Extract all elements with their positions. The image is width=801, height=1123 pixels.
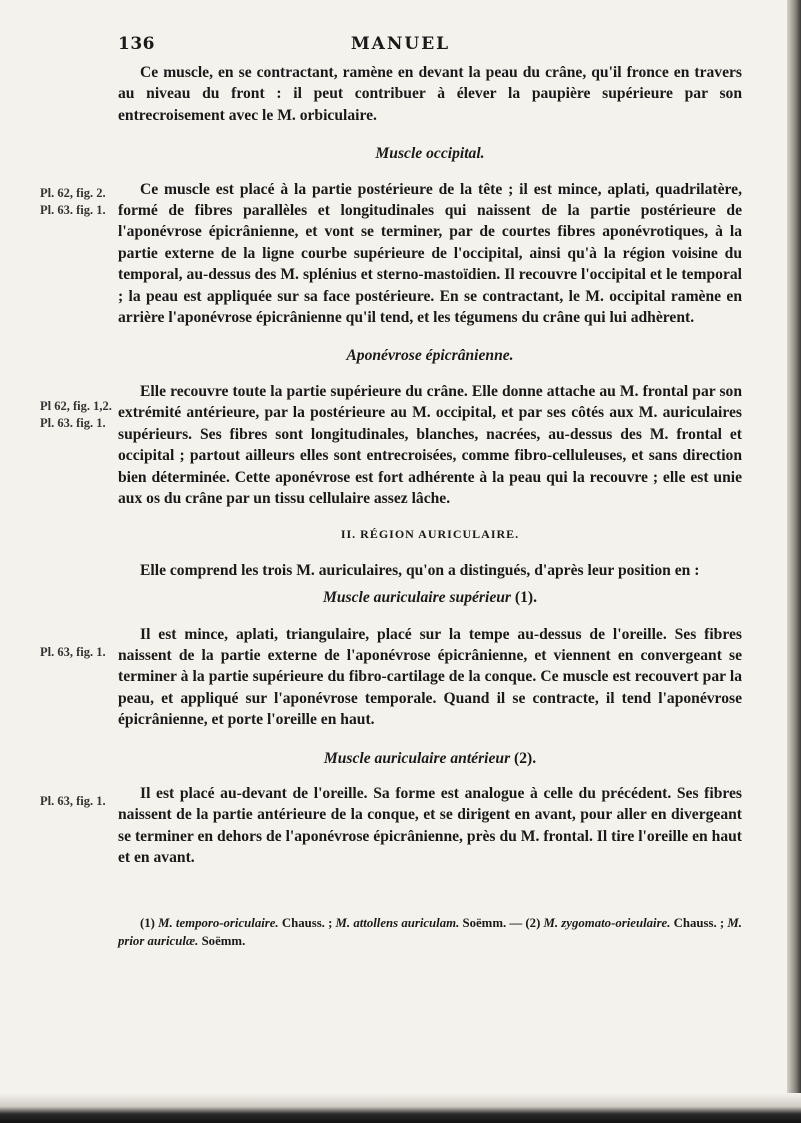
paragraph-intro: Ce muscle, en se contractant, ramène en devant la peau du crâne, qu'il fronce en travers au niveau du front : il peut contribuer à élever la paupière supérieure par son entrecroisement avec le M. orbiculaire. bbox=[118, 64, 742, 124]
footnote-1-latin: M. attollens auriculam. bbox=[335, 916, 460, 930]
paragraph-aponevrose: Elle recouvre toute la partie supérieure du crâne. Elle donne attache au M. frontal par son extrémité antérieure, par la postérieure au M. occipital, et par ses côtés aux M. auriculaires supérieurs. Ses fibres sont longitudinales, blanches, nacrées, au-dessus des M. frontal et occipital ; partout ailleurs elles sont entrecroisées, comme fibro-celluleuses, et sans direction bien déterminée. Cette aponévrose est fort adhérente à la peau qui la recouvre ; elle est unie aux os du crâne par un tissu cellulaire assez lâche. bbox=[118, 382, 742, 507]
footnote-1-mark: (1) bbox=[140, 916, 155, 930]
footnote-1-name: M. temporo-oriculaire. bbox=[158, 916, 279, 930]
footnote-2-latin: M. prior auriculæ. bbox=[118, 916, 742, 948]
footnote-2-text1: Chauss. ; bbox=[673, 916, 725, 930]
body-text bbox=[118, 62, 742, 869]
running-title: MANUEL bbox=[350, 34, 451, 54]
heading-auriculaire-superieur-text: Muscle auriculaire supérieur bbox=[322, 589, 512, 607]
margin-note-occipital-1: Pl. 62, fig. 2. bbox=[40, 186, 106, 200]
margin-note-sup: Pl. 63, fig. 1. bbox=[40, 645, 106, 659]
paragraph-auriculaire-anterieur: Il est placé au-devant de l'oreille. Sa forme est analogue à celle du précédent. Ses fibres naissent de la partie antérieure de la conque, et se dirigent en avant, pour aller en divergeant se terminer en dehors de l'aponévrose épicrânienne, près du M. frontal. Il tire l'oreille en haut et en avant. bbox=[118, 784, 742, 867]
page-right-edge-shadow bbox=[787, 0, 801, 1123]
paragraph-occipital: Ce muscle est placé à la partie postérieure de la tête ; il est mince, aplati, quadrilatère, formé de fibres parallèles et longitudinales qui naissent de la partie postérieure de l'aponévrose épicrânienne, et vont se terminer, par de courtes fibres aponévrotiques, à la partie externe de la ligne courbe supérieure de l'occipital, ainsi qu'à la région voisine du temporal, au-dessus des M. splénius et sterno-mastoïdien. Il recouvre l'occipital et le temporal ; la peau est appliquée sur sa face postérieure. En se contractant, le M. occipital ramène en arrière l'aponévrose épicrânienne qu'il tend, et les tégumens du crâne qui lui adhèrent. bbox=[118, 180, 742, 327]
footnotes bbox=[118, 914, 758, 950]
paragraph-region: Elle comprend les trois M. auriculaires, qu'on a distingués, d'après leur position en : bbox=[140, 561, 700, 579]
page-number: 136 bbox=[118, 34, 155, 54]
heading-auriculaire-superieur bbox=[118, 587, 742, 608]
heading-muscle-occipital: Muscle occipital. bbox=[375, 145, 485, 163]
paragraph-auriculaire-superieur: Il est mince, aplati, triangulaire, placé sur la tempe au-dessus de l'oreille. Ses fibres naissent de la partie externe de l'aponévrose épicrânienne, et viennent en convergeant se terminer à la partie supérieure du fibro-cartilage de la conque. Ce muscle est recouvert par la peau, et appliqué sur l'aponévrose temporale. Quand il se contracte, il tend l'aponévrose épicrânienne, et porte l'oreille en haut. bbox=[118, 625, 742, 729]
footnote-2-name: M. zygomato-orieulaire. bbox=[543, 916, 671, 930]
margin-note-aponevrose-1: Pl 62, fig. 1,2. bbox=[40, 399, 112, 413]
margin-note-occipital-2: Pl. 63. fig. 1. bbox=[40, 203, 106, 217]
footnote-1-text1: Chauss. ; bbox=[281, 916, 333, 930]
footnote-1-text2: Soëmm. — bbox=[462, 916, 523, 930]
footnote-ref-1: (1). bbox=[514, 589, 538, 607]
footnote-ref-2: (2). bbox=[514, 749, 537, 767]
page-header bbox=[0, 34, 801, 56]
page-bottom-edge-shadow bbox=[0, 1093, 801, 1123]
heading-region-auriculaire: II. RÉGION AURICULAIRE. bbox=[340, 527, 520, 542]
footnote-2-mark: (2) bbox=[525, 916, 541, 930]
footnote-2-text2: Soëmm. bbox=[201, 934, 246, 948]
margin-note-aponevrose-2: Pl. 63. fig. 1. bbox=[40, 416, 106, 430]
margin-note-ant: Pl. 63, fig. 1. bbox=[40, 794, 106, 808]
heading-auriculaire-anterieur bbox=[118, 748, 742, 769]
heading-aponevrose: Aponévrose épicrânienne. bbox=[346, 347, 514, 365]
heading-auriculaire-anterieur-text: Muscle auriculaire antérieur bbox=[323, 749, 511, 767]
